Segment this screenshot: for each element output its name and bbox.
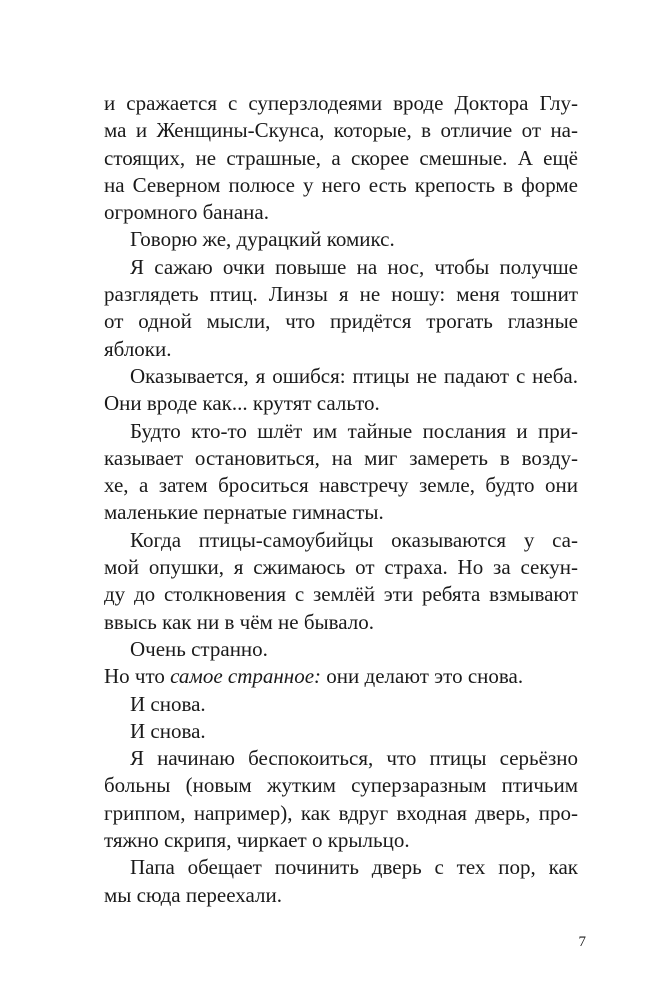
text-line: ду до столкновения с землёй эти ребята взмывают xyxy=(104,582,578,607)
text-line: Я начинаю беспокоиться, что птицы серьёзно xyxy=(130,746,578,771)
text-line: гриппом, например), как вдруг входная дверь, про- xyxy=(104,800,578,825)
text-line: на Северном полюсе у него есть крепость в форме xyxy=(104,172,578,197)
text-line: от одной мысли, что придётся трогать глазные xyxy=(104,309,578,334)
text-line: Я сажаю очки повыше на нос, чтобы получше xyxy=(130,254,578,279)
text-line: разглядеть птиц. Линзы я не ношу: меня тошнит xyxy=(104,282,578,307)
text-line: И снова. xyxy=(130,691,206,716)
text-line: мы сюда переехали. xyxy=(104,882,282,907)
text-line: стоящих, не страшные, а скорее смешные. А ещё xyxy=(104,145,578,170)
text-line: казывает остановиться, на миг замереть в возду- xyxy=(104,445,578,470)
text-line: Они вроде как... крутят сальто. xyxy=(104,391,380,416)
text-line: хе, а затем броситься навстречу земле, будто они xyxy=(104,473,578,498)
text-line xyxy=(104,663,578,690)
text-line: яблоки. xyxy=(104,336,172,361)
body-text xyxy=(104,90,578,909)
text-line: Говорю же, дурацкий комикс. xyxy=(130,227,395,252)
text-line: больны (новым жутким суперзаразным птичьим xyxy=(104,773,578,798)
text-run: Но что xyxy=(104,664,171,689)
text-line: И снова. xyxy=(130,718,206,743)
text-line: Оказывается, я ошибся: птицы не падают с неба. xyxy=(130,363,578,388)
text-line: мой опушки, я сжимаюсь от страха. Но за секун- xyxy=(104,555,578,580)
italic-phrase: самое странное: xyxy=(170,664,322,689)
text-line: огромного банана. xyxy=(104,200,269,225)
text-line: Очень странно. xyxy=(130,636,268,661)
text-line: Когда птицы-самоубийцы оказываются у са- xyxy=(130,527,578,552)
text-run: они делают это снова. xyxy=(321,664,524,689)
page-number: 7 xyxy=(578,934,586,950)
text-line: Папа обещает починить дверь с тех пор, как xyxy=(130,855,578,880)
text-line: и сражается с суперзлодеями вроде Доктора Глу- xyxy=(104,91,578,115)
text-line: ма и Женщины-Скунса, которые, в отличие от на- xyxy=(104,118,578,143)
text-line: Будто кто-то шлёт им тайные послания и при- xyxy=(130,418,578,443)
text-line: тяжно скрипя, чиркает о крыльцо. xyxy=(104,828,410,853)
text-line: ввысь как ни в чём не бывало. xyxy=(104,609,375,634)
text-line: маленькие пернатые гимнасты. xyxy=(104,500,384,525)
